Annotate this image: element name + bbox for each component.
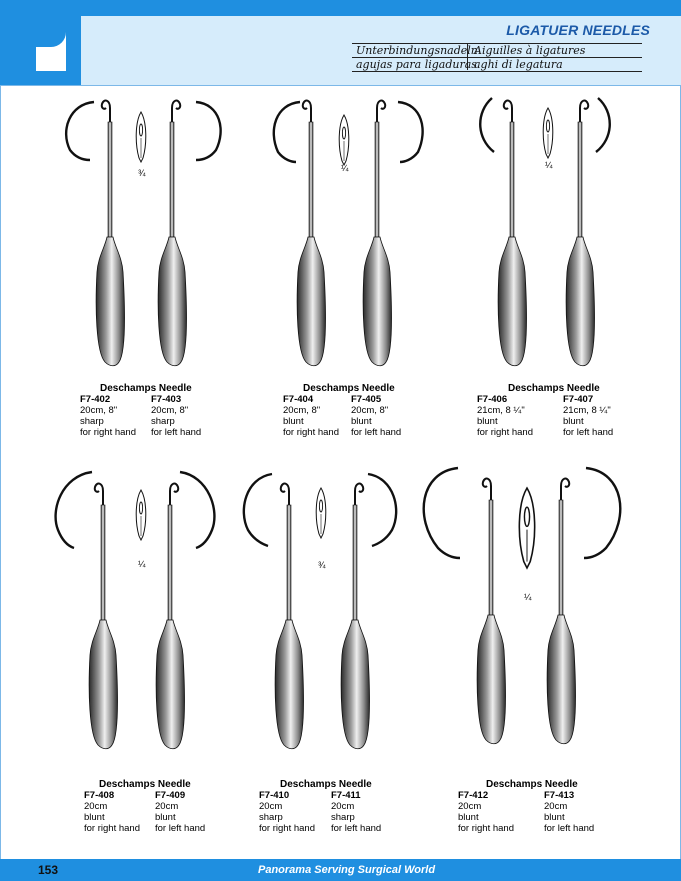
spec-block: [563, 394, 613, 438]
instrument-f7-408: [56, 472, 118, 749]
product-title: Deschamps Needle: [486, 779, 578, 790]
scale-label: ¼: [341, 163, 349, 173]
instrument-f7-405: [363, 101, 422, 366]
item-hand: for right hand: [458, 823, 514, 834]
item-size: 21cm, 8 ¼": [477, 405, 525, 416]
item-code: F7-404: [283, 394, 314, 405]
page-number: 153: [38, 863, 59, 877]
instrument-f7-406: [480, 98, 526, 366]
scale-label: ¾: [318, 560, 326, 570]
instrument-f7-407: [566, 98, 610, 366]
item-hand: for left hand: [351, 427, 402, 438]
item-tip: blunt: [283, 416, 304, 427]
item-hand: for right hand: [283, 427, 339, 438]
product-title: Deschamps Needle: [280, 779, 372, 790]
spec-block: [151, 394, 201, 438]
item-tip: blunt: [563, 416, 584, 427]
subtitle-german: Unterbindungsnadeln: [356, 44, 478, 57]
needle-eye-detail: [339, 115, 349, 165]
item-code: F7-410: [259, 790, 290, 801]
item-tip: blunt: [84, 812, 105, 823]
item-size: 20cm, 8": [80, 405, 118, 416]
item-code: F7-408: [84, 790, 115, 801]
instrument-f7-402: [66, 101, 124, 366]
spec-block: [544, 790, 594, 834]
item-size: 20cm: [84, 801, 108, 812]
item-hand: for left hand: [544, 823, 595, 834]
item-hand: for left hand: [151, 427, 202, 438]
item-hand: for left hand: [563, 427, 614, 438]
footer-tagline: Panorama Serving Surgical World: [258, 864, 436, 876]
needle-eye-detail: [136, 490, 146, 540]
item-size: 21cm, 8 ¼": [563, 405, 611, 416]
item-hand: for right hand: [477, 427, 533, 438]
item-tip: blunt: [477, 416, 498, 427]
needle-eye-detail: [519, 488, 534, 568]
instrument-f7-413: [547, 468, 620, 744]
subtitle-italian: aghi di legatura: [474, 58, 563, 71]
product-title: Deschamps Needle: [303, 383, 395, 394]
item-code: F7-406: [477, 394, 508, 405]
needle-eye-detail: [316, 488, 326, 538]
item-tip: blunt: [155, 812, 176, 823]
instrument-f7-409: [156, 472, 214, 749]
item-size: 20cm: [544, 801, 568, 812]
spec-block: [331, 790, 381, 834]
spec-block: [155, 790, 205, 834]
item-hand: for right hand: [84, 823, 140, 834]
item-tip: blunt: [458, 812, 479, 823]
spec-block: [80, 394, 136, 438]
item-tip: blunt: [544, 812, 565, 823]
spec-block: [283, 394, 339, 438]
item-code: F7-413: [544, 790, 575, 801]
item-tip: sharp: [331, 812, 355, 823]
product-title: Deschamps Needle: [100, 383, 192, 394]
item-size: 20cm: [259, 801, 283, 812]
item-tip: sharp: [259, 812, 283, 823]
scale-label: ¾: [138, 168, 146, 178]
item-hand: for right hand: [259, 823, 315, 834]
item-size: 20cm: [458, 801, 482, 812]
scale-label: ¼: [524, 592, 532, 602]
instrument-f7-411: [341, 474, 396, 749]
spec-block: [477, 394, 533, 438]
item-hand: for right hand: [80, 427, 136, 438]
scale-label: ¼: [545, 160, 553, 170]
item-size: 20cm, 8": [283, 405, 321, 416]
instrument-f7-403: [158, 101, 220, 366]
instrument-f7-412: [424, 468, 506, 744]
page-title: LIGATUER NEEDLES: [506, 22, 650, 38]
item-code: F7-411: [331, 790, 361, 801]
subtitle-spanish: agujas para ligaduras: [356, 58, 477, 71]
scale-label: ¼: [138, 559, 146, 569]
item-code: F7-402: [80, 394, 111, 405]
item-hand: for left hand: [155, 823, 206, 834]
spec-block: [458, 790, 514, 834]
needle-eye-detail: [136, 112, 146, 162]
item-code: F7-405: [351, 394, 382, 405]
item-tip: blunt: [351, 416, 372, 427]
product-title: Deschamps Needle: [99, 779, 191, 790]
instrument-f7-410: [244, 474, 304, 749]
spec-block: [259, 790, 315, 834]
item-code: F7-409: [155, 790, 186, 801]
spec-block: [84, 790, 140, 834]
product-title: Deschamps Needle: [508, 383, 600, 394]
item-code: F7-403: [151, 394, 182, 405]
item-hand: for left hand: [331, 823, 382, 834]
subtitle-french: Aiguilles à ligatures: [474, 44, 586, 57]
item-code: F7-407: [563, 394, 594, 405]
item-code: F7-412: [458, 790, 489, 801]
item-size: 20cm: [331, 801, 355, 812]
needle-eye-detail: [543, 108, 553, 158]
item-tip: sharp: [151, 416, 175, 427]
instrument-f7-404: [274, 101, 326, 366]
item-tip: sharp: [80, 416, 104, 427]
item-size: 20cm, 8": [351, 405, 389, 416]
item-size: 20cm: [155, 801, 179, 812]
item-size: 20cm, 8": [151, 405, 189, 416]
spec-block: [351, 394, 401, 438]
